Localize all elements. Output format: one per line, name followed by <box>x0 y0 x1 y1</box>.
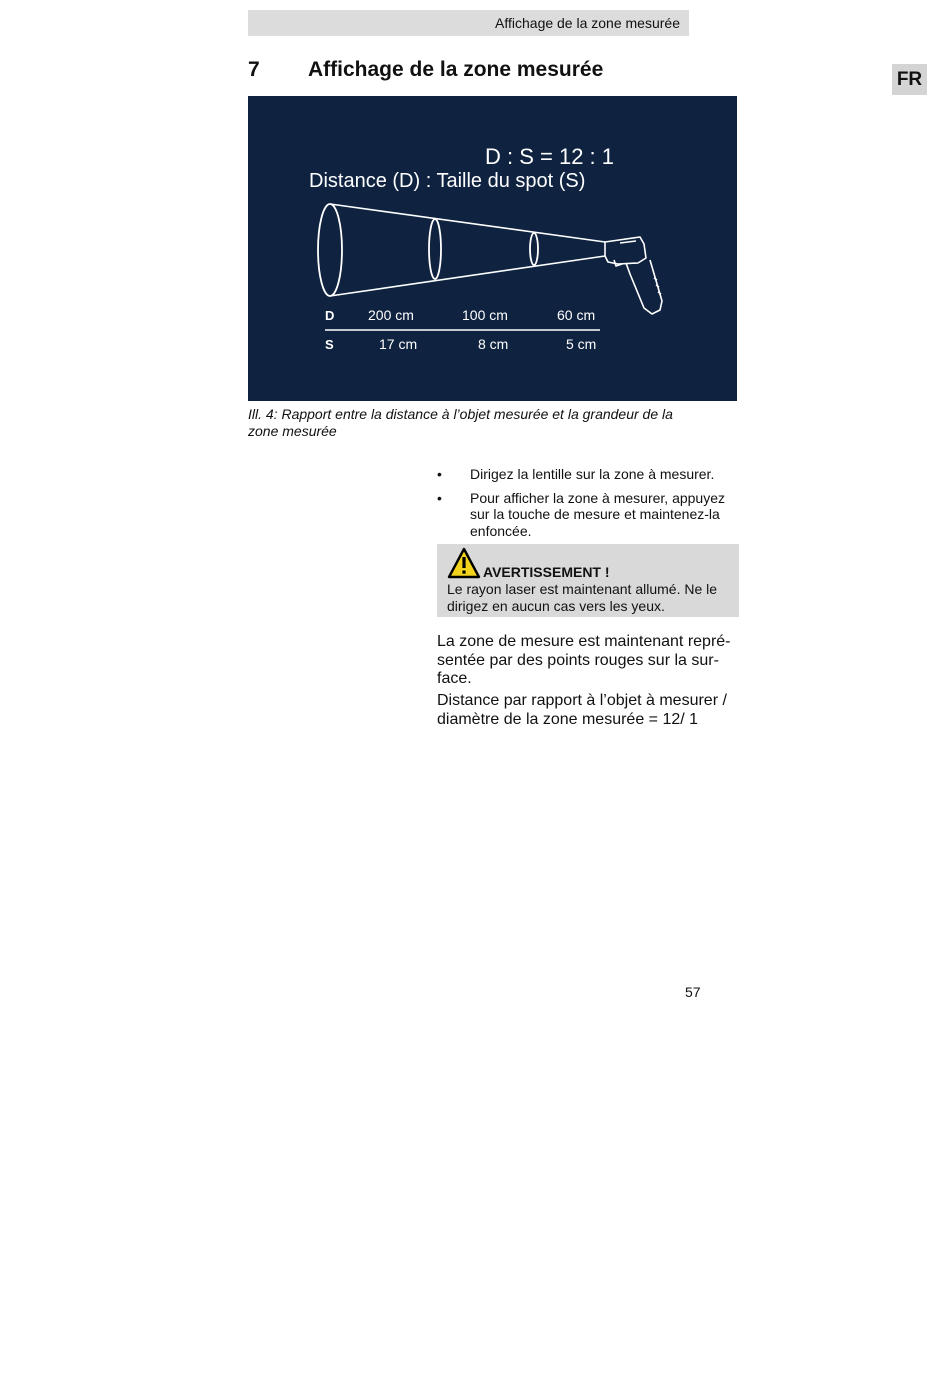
caption-line: Ill. 4: Rapport entre la distance à l’objet mesurée et la grandeur de la <box>248 406 673 422</box>
page-number: 57 <box>685 984 701 1000</box>
row-s-label: S <box>325 337 334 352</box>
bullet-icon: • <box>437 466 442 482</box>
list-item-line: sur la touche de mesure et maintenez-la <box>470 506 720 522</box>
instruction-list <box>437 466 737 546</box>
spot-ellipse-100cm <box>429 219 441 279</box>
warning-title: AVERTISSEMENT ! <box>483 564 610 580</box>
beam-lower-edge <box>330 256 605 296</box>
paragraph-line: La zone de mesure est maintenant repré- <box>437 633 731 650</box>
paragraph-line: sentée par des points rouges sur la sur- <box>437 651 719 669</box>
warning-line: Le rayon laser est maintenant allumé. Ne le <box>447 581 718 597</box>
figure-caption <box>248 406 708 439</box>
row-s-value: 8 cm <box>478 336 509 352</box>
row-d-value: 200 cm <box>368 307 414 323</box>
language-tab: FR <box>892 64 927 95</box>
distance-spot-diagram <box>248 96 737 401</box>
figure-ratio: D : S = 12 : 1 <box>484 144 614 169</box>
bullet-icon: • <box>437 489 442 506</box>
list-item-line: Pour afficher la zone à mesurer, appuyez <box>470 489 726 506</box>
row-d-value: 100 cm <box>462 307 508 323</box>
paragraph <box>437 633 737 689</box>
row-s-value: 5 cm <box>566 336 597 352</box>
warning-triangle-icon <box>447 547 481 579</box>
warning-box <box>437 544 739 617</box>
infrared-thermometer-icon <box>605 237 662 314</box>
chapter-title: Affichage de la zone mesurée <box>308 58 604 81</box>
spot-ellipse-60cm <box>530 233 538 265</box>
warning-text <box>447 581 732 614</box>
row-d-label: D <box>325 308 335 323</box>
distance-spot-figure <box>248 96 737 401</box>
warning-line: dirigez en aucun cas vers les yeux. <box>447 597 665 614</box>
list-item-line: Dirigez la lentille sur la zone à mesurer. <box>470 466 715 482</box>
list-item-line: enfoncée. <box>470 522 532 539</box>
row-d-value: 60 cm <box>557 307 596 323</box>
list-item <box>437 490 737 540</box>
running-header <box>248 10 689 36</box>
row-s-value: 17 cm <box>379 336 418 352</box>
paragraph <box>437 692 737 729</box>
figure-subtitle: Distance (D) : Taille du spot (S) <box>309 170 586 192</box>
beam-upper-edge <box>330 204 605 242</box>
list-item <box>437 466 737 483</box>
spot-ellipse-200cm <box>318 204 342 296</box>
paragraph-line: diamètre de la zone mesurée = 12/ 1 <box>437 710 699 728</box>
running-header-title: Affichage de la zone mesurée <box>495 15 680 31</box>
caption-line: zone mesurée <box>248 422 337 439</box>
paragraph-line: face. <box>437 670 472 687</box>
chapter-number: 7 <box>248 58 260 81</box>
paragraph-line: Distance par rapport à l’objet à mesurer / <box>437 692 727 709</box>
